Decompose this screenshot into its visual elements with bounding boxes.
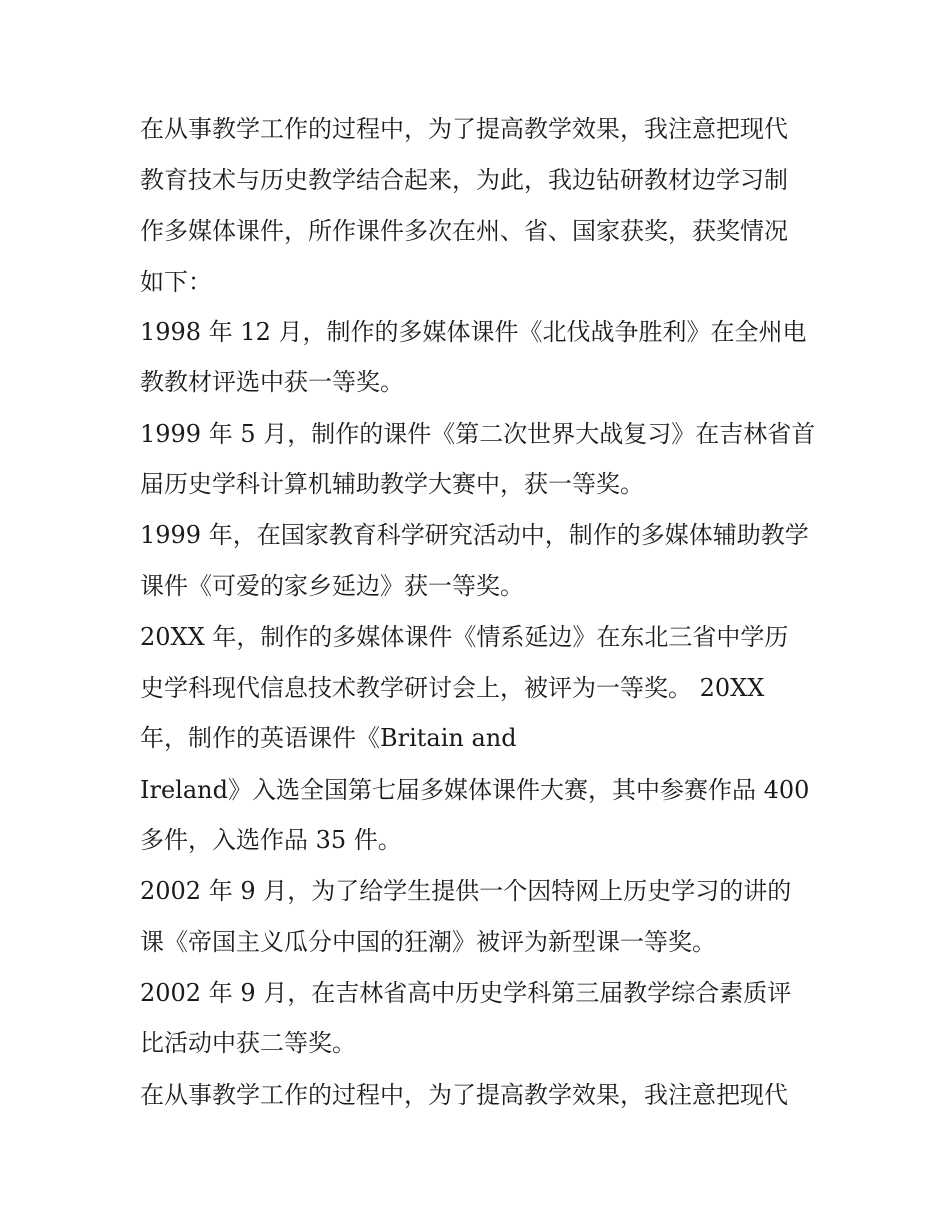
text-line: Ireland》入选全国第七届多媒体课件大赛，其中参赛作品 400: [140, 776, 810, 804]
text-line: 2002 年 9 月，为了给学生提供一个因特网上历史学习的讲的: [140, 877, 792, 905]
text-line: 作多媒体课件，所作课件多次在州、省、国家获奖，获奖情况: [140, 217, 788, 245]
text-line: 1999 年，在国家教育科学研究活动中，制作的多媒体辅助教学: [140, 521, 809, 549]
text-line: 多件，入选作品 35 件。: [140, 826, 402, 854]
text-line: 课《帝国主义瓜分中国的狂潮》被评为新型课一等奖。: [140, 928, 716, 956]
text-line: 1998 年 12 月，制作的多媒体课件《北伐战争胜利》在全州电: [140, 318, 807, 346]
text-line: 在从事教学工作的过程中，为了提高教学效果，我注意把现代: [140, 1081, 788, 1109]
text-line: 在从事教学工作的过程中，为了提高教学效果，我注意把现代: [140, 115, 788, 143]
text-line: 年，制作的英语课件《Britain and: [140, 724, 517, 752]
text-line: 教教材评选中获一等奖。: [140, 368, 404, 396]
text-line: 史学科现代信息技术教学研讨会上，被评为一等奖。 20XX: [140, 674, 765, 702]
text-line: 20XX 年，制作的多媒体课件《情系延边》在东北三省中学历: [140, 623, 789, 651]
text-line: 教育技术与历史教学结合起来，为此，我边钻研教材边学习制: [140, 166, 788, 194]
text-line: 如下：: [140, 268, 212, 296]
text-line: 1999 年 5 月，制作的课件《第二次世界大战复习》在吉林省首: [140, 420, 816, 448]
text-line: 2002 年 9 月，在吉林省高中历史学科第三届教学综合素质评: [140, 979, 792, 1007]
text-line: 届历史学科计算机辅助教学大赛中，获一等奖。: [140, 470, 644, 498]
text-line: 课件《可爱的家乡延边》获一等奖。: [140, 572, 524, 600]
text-line: 比活动中获二等奖。: [140, 1029, 356, 1057]
